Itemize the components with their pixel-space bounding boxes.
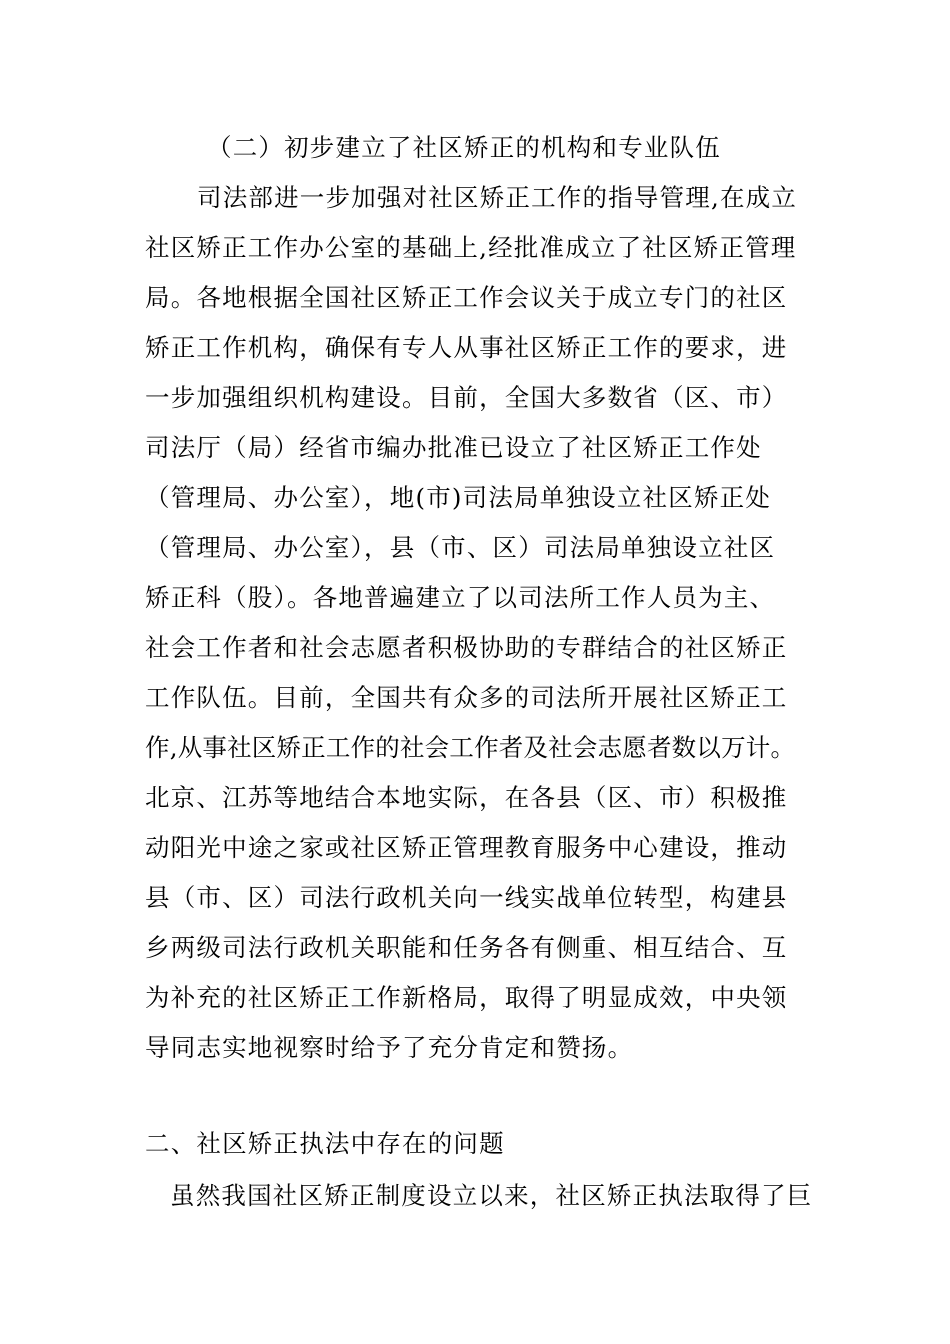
paragraph-line: 一步加强组织机构建设。目前，全国大多数省（区、市） [145, 383, 788, 412]
section-heading: 二、社区矫正执法中存在的问题 [145, 1129, 505, 1158]
paragraph-line: 司法部进一步加强对社区矫正工作的指导管理,在成立 [197, 183, 798, 212]
subsection-heading: （二）初步建立了社区矫正的机构和专业队伍 [207, 133, 721, 162]
paragraph-line: 动阳光中途之家或社区矫正管理教育服务中心建设，推动 [145, 833, 788, 862]
paragraph-line: 县（市、区）司法行政机关向一线实战单位转型，构建县 [145, 883, 788, 912]
paragraph-line: （管理局、办公室），县（市、区）司法局单独设立社区 [145, 533, 776, 562]
paragraph-line: 虽然我国社区矫正制度设立以来，社区矫正执法取得了巨 [170, 1181, 813, 1210]
paragraph-line: 矫正工作机构，确保有专人从事社区矫正工作的要求，进 [145, 333, 788, 362]
paragraph-line: 社区矫正工作办公室的基础上,经批准成立了社区矫正管理 [145, 233, 797, 262]
paragraph-line: 司法厅（局）经省市编办批准已设立了社区矫正工作处 [145, 433, 762, 462]
paragraph-line: 作,从事社区矫正工作的社会工作者及社会志愿者数以万计。 [145, 733, 796, 762]
paragraph-line: 工作队伍。目前，全国共有众多的司法所开展社区矫正工 [145, 683, 788, 712]
paragraph-line: 导同志实地视察时给予了充分肯定和赞扬。 [145, 1033, 634, 1062]
paragraph-line: 社会工作者和社会志愿者积极协助的专群结合的社区矫正 [145, 633, 788, 662]
paragraph-line: 北京、江苏等地结合本地实际，在各县（区、市）积极推 [145, 783, 788, 812]
paragraph-line: （管理局、办公室），地(市)司法局单独设立社区矫正处 [145, 483, 772, 512]
paragraph-line: 矫正科（股）。各地普遍建立了以司法所工作人员为主、 [145, 583, 776, 612]
paragraph-line: 乡两级司法行政机关职能和任务各有侧重、相互结合、互 [145, 933, 788, 962]
paragraph-line: 为补充的社区矫正工作新格局，取得了明显成效，中央领 [145, 983, 788, 1012]
paragraph-line: 局。各地根据全国社区矫正工作会议关于成立专门的社区 [145, 283, 788, 312]
